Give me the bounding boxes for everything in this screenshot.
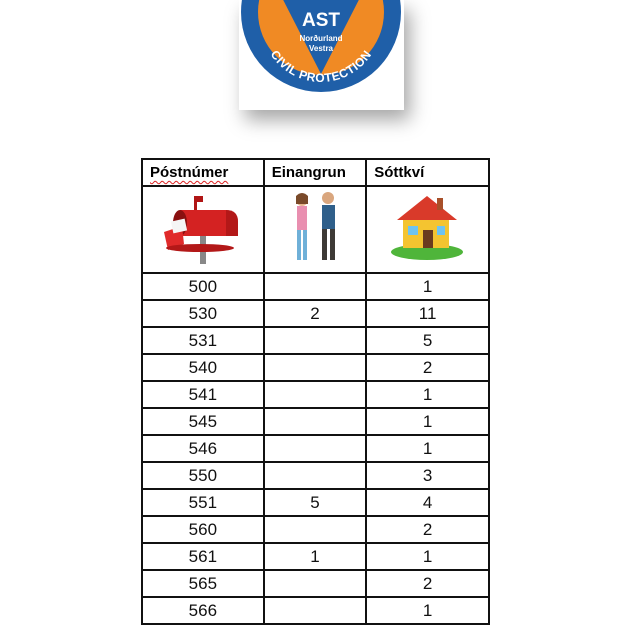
cell-quarantine: 1 bbox=[366, 273, 489, 300]
cell-isolation bbox=[264, 597, 367, 624]
table-row bbox=[142, 543, 489, 570]
cell-quarantine: 1 bbox=[366, 597, 489, 624]
cell-postal-code: 566 bbox=[142, 597, 264, 624]
cell-isolation bbox=[264, 273, 367, 300]
cell-isolation bbox=[264, 435, 367, 462]
table-row bbox=[142, 462, 489, 489]
table-row bbox=[142, 570, 489, 597]
cell-isolation bbox=[264, 354, 367, 381]
cell-quarantine: 3 bbox=[366, 462, 489, 489]
civil-protection-logo bbox=[239, 0, 404, 110]
cell-isolation: 1 bbox=[264, 543, 367, 570]
cell-isolation bbox=[264, 570, 367, 597]
table-row bbox=[142, 516, 489, 543]
table-row bbox=[142, 300, 489, 327]
header-postal-code: Póstnúmer bbox=[142, 159, 264, 186]
mailbox-icon bbox=[160, 253, 246, 270]
cell-postal-code: 550 bbox=[142, 462, 264, 489]
cell-postal-code: 560 bbox=[142, 516, 264, 543]
cell-postal-code: 551 bbox=[142, 489, 264, 516]
cell-postal-code: 530 bbox=[142, 300, 264, 327]
table-row bbox=[142, 597, 489, 624]
cell-postal-code: 500 bbox=[142, 273, 264, 300]
cell-quarantine: 11 bbox=[366, 300, 489, 327]
logo-line2: Vestra bbox=[308, 44, 334, 53]
cell-postal-code: 546 bbox=[142, 435, 264, 462]
cell-quarantine: 1 bbox=[366, 408, 489, 435]
cell-quarantine: 1 bbox=[366, 435, 489, 462]
icon-row bbox=[142, 186, 489, 273]
cell-quarantine: 2 bbox=[366, 516, 489, 543]
covid-table bbox=[141, 158, 490, 625]
table-row bbox=[142, 381, 489, 408]
cell-postal-code: 565 bbox=[142, 570, 264, 597]
header-isolation: Einangrun bbox=[264, 159, 367, 186]
cell-quarantine: 5 bbox=[366, 327, 489, 354]
cell-postal-code: 561 bbox=[142, 543, 264, 570]
table-row bbox=[142, 489, 489, 516]
logo-line1: Norðurland bbox=[299, 34, 343, 43]
cell-quarantine: 2 bbox=[366, 570, 489, 597]
logo-ring-text: CIVIL PROTECTION bbox=[267, 47, 375, 86]
cell-quarantine: 1 bbox=[366, 543, 489, 570]
cell-postal-code: 545 bbox=[142, 408, 264, 435]
logo-graphic bbox=[239, 0, 404, 110]
people-icon bbox=[280, 253, 350, 270]
cell-isolation bbox=[264, 408, 367, 435]
table-row bbox=[142, 327, 489, 354]
cell-isolation bbox=[264, 327, 367, 354]
table-row bbox=[142, 435, 489, 462]
logo-abbr: AST bbox=[302, 10, 340, 31]
cell-quarantine: 2 bbox=[366, 354, 489, 381]
table-row bbox=[142, 354, 489, 381]
cell-postal-code: 541 bbox=[142, 381, 264, 408]
table-row bbox=[142, 408, 489, 435]
table-row bbox=[142, 273, 489, 300]
header-quarantine: Sóttkví bbox=[366, 159, 489, 186]
cell-quarantine: 1 bbox=[366, 381, 489, 408]
cell-isolation: 2 bbox=[264, 300, 367, 327]
cell-postal-code: 540 bbox=[142, 354, 264, 381]
house-icon bbox=[389, 253, 467, 270]
cell-isolation bbox=[264, 381, 367, 408]
cell-quarantine: 4 bbox=[366, 489, 489, 516]
cell-isolation bbox=[264, 516, 367, 543]
cell-isolation: 5 bbox=[264, 489, 367, 516]
cell-isolation bbox=[264, 462, 367, 489]
cell-postal-code: 531 bbox=[142, 327, 264, 354]
